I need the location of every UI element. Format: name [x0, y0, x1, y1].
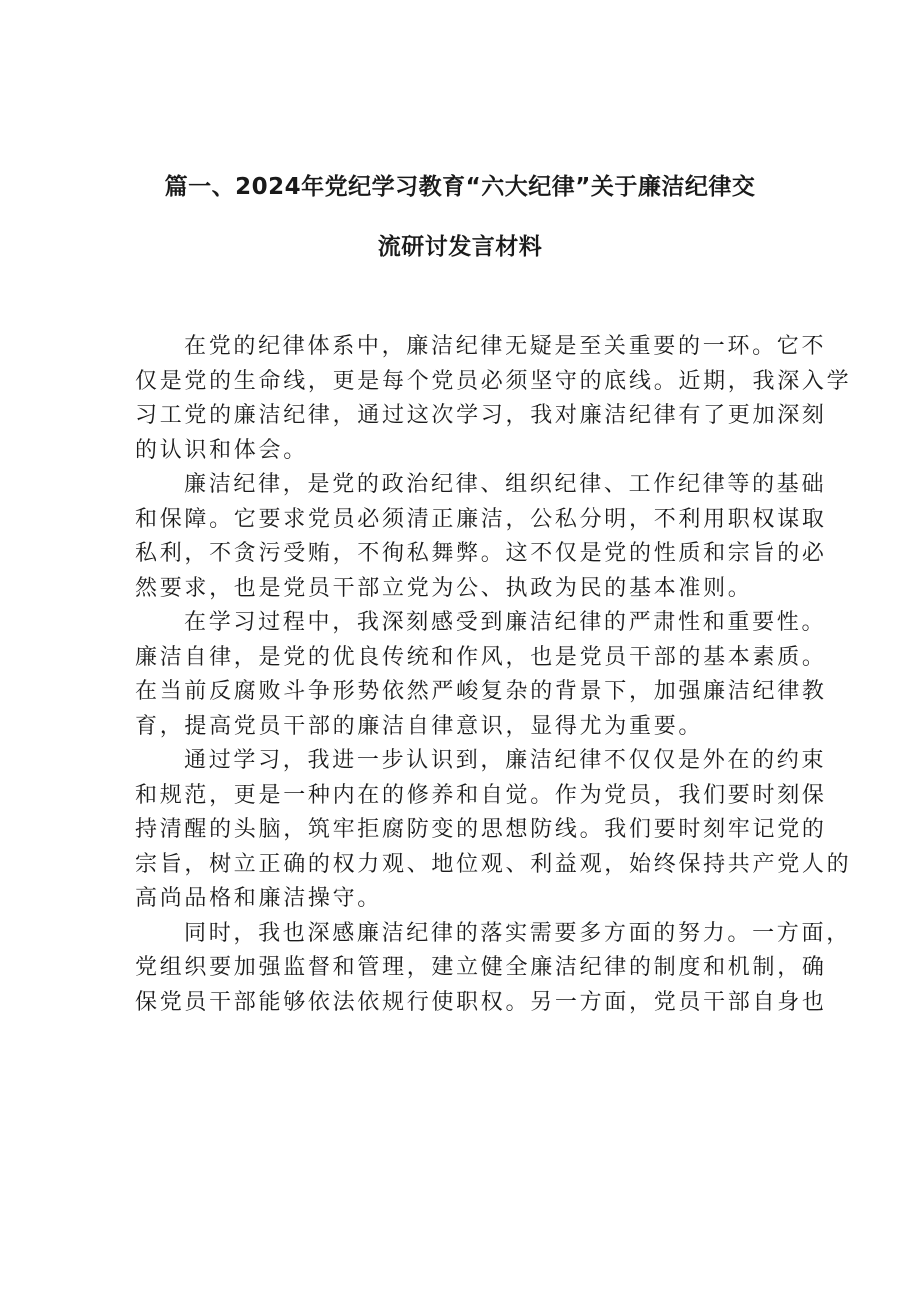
paragraph-2 — [135, 468, 827, 606]
text-line: 私利，不贪污受贿，不徇私舞弊。这不仅是党的性质和宗旨的必 — [135, 541, 827, 566]
paragraph-1 — [135, 330, 852, 468]
text-line: 廉洁自律，是党的优良传统和作风，也是党员干部的基本素质。 — [135, 644, 827, 670]
document-title-line-2: 流研讨发言材料 — [377, 234, 543, 260]
document-title-line-1: 篇一、2024年党纪学习教育“六大纪律”关于廉洁纪律交 — [164, 174, 756, 200]
text-line: 党组织要加强监督和管理，建立健全廉洁纪律的制度和机制，确 — [135, 955, 827, 980]
text-line: 在党的纪律体系中，廉洁纪律无疑是至关重要的一环。它不 — [184, 334, 827, 359]
paragraph-3 — [135, 606, 827, 744]
text-line: 和保障。它要求党员必须清正廉洁，公私分明，不利用职权谋取 — [135, 506, 827, 532]
text-line: 在当前反腐败斗争形势依然严峻复杂的背景下，加强廉洁纪律教 — [135, 679, 827, 704]
text-line: 持清醒的头脑，筑牢拒腐防变的思想防线。我们要时刻牢记党的 — [135, 817, 827, 842]
text-line: 仅是党的生命线，更是每个党员必须坚守的底线。近期，我深入学 — [135, 368, 852, 394]
text-line: 保党员干部能够依法依规行使职权。另一方面，党员干部自身也 — [135, 989, 827, 1015]
paragraph-5 — [135, 917, 851, 1021]
text-line: 在学习过程中，我深刻感受到廉洁纪律的严肃性和重要性。 — [184, 610, 827, 635]
text-line: 同时，我也深感廉洁纪律的落实需要多方面的努力。一方面， — [184, 920, 851, 946]
text-line: 廉洁纪律，是党的政治纪律、组织纪律、工作纪律等的基础 — [184, 472, 827, 497]
text-line: 和规范，更是一种内在的修养和自觉。作为党员，我们要时刻保 — [135, 782, 827, 808]
text-line: 然要求，也是党员干部立党为公、执政为民的基本准则。 — [135, 575, 753, 601]
text-line: 的认识和体会。 — [135, 437, 308, 463]
text-line: 高尚品格和廉洁操守。 — [135, 886, 383, 911]
text-line: 育，提高党员干部的廉洁自律意识，显得尤为重要。 — [135, 713, 704, 739]
text-line: 宗旨，树立正确的权力观、地位观、利益观，始终保持共产党人的 — [135, 851, 852, 877]
text-line: 通过学习，我进一步认识到，廉洁纪律不仅仅是外在的约束 — [184, 748, 827, 773]
paragraph-4 — [135, 744, 852, 917]
text-line: 习工党的廉洁纪律，通过这次学习，我对廉洁纪律有了更加深刻 — [135, 403, 827, 428]
document-body — [135, 330, 852, 1020]
